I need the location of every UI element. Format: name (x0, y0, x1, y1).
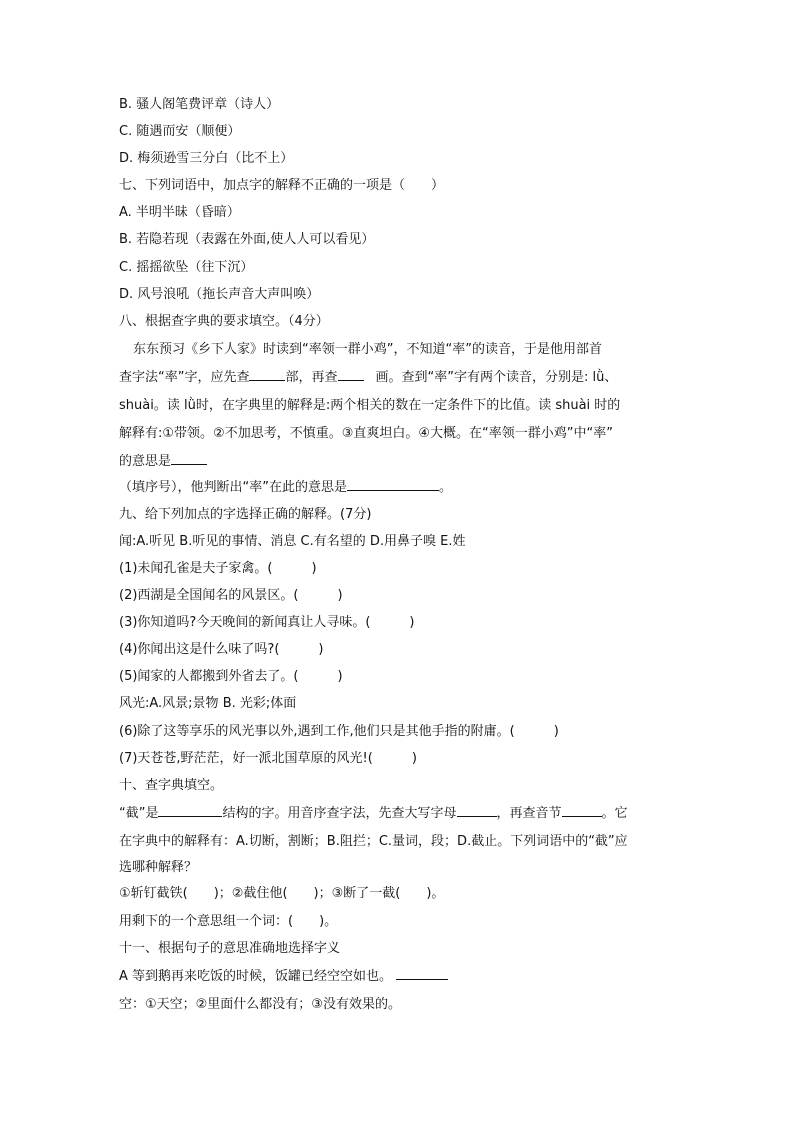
q11-answer-blank[interactable] (396, 967, 448, 980)
syllable-blank[interactable] (562, 804, 602, 817)
q10-title: 十、查字典填空。 (119, 778, 224, 793)
q8-title: 八、根据查字典的要求填空。（4分） (119, 314, 329, 329)
q8-paragraph-line1: 东东预习《乡下人家》时读到“率领一群小鸡”，不知道“率”的读音，于是他用部首 (133, 342, 602, 357)
q8-paragraph-line6 (119, 478, 684, 498)
q9-wen-definitions: 闻:A.听见 B.听见的事情、消息 C.有名望的 D.用鼻子嗅 E.姓 (119, 534, 466, 549)
q8-text: 的意思是 (119, 454, 172, 469)
q10-line1 (119, 804, 684, 824)
initial-letter-blank[interactable] (457, 804, 497, 817)
q10-text: ，再查音节 (496, 806, 562, 821)
q9-item-5[interactable]: (5)闻家的人都搬到外省去了。( ) (119, 669, 343, 684)
q7-option-a: A. 半明半昧（昏暗） (119, 205, 240, 220)
q8-text: （填序号），他判断出“率”在此的意思是 (119, 480, 347, 495)
meaning-text-blank[interactable] (347, 478, 439, 491)
q10-text: 。它 (601, 806, 628, 821)
q10-text: “截”是 (119, 806, 159, 821)
q8-text: 查字法“率”字，应先查 (119, 370, 250, 385)
q8-text: 部，再查 (285, 370, 338, 385)
q9-item-6[interactable]: (6)除了这等享乐的风光事以外,遇到工作,他们只是其他手指的附庸。( ) (119, 724, 559, 739)
q6-option-c: C. 随遇而安（顺便） (119, 124, 241, 139)
q7-option-c: C. 摇摇欲坠（往下沉） (119, 260, 254, 275)
structure-blank[interactable] (158, 804, 222, 817)
q11-title: 十一、根据句子的意思准确地选择字义 (119, 941, 341, 956)
q9-item-2[interactable]: (2)西湖是全国闻名的风景区。( ) (119, 588, 343, 603)
q10-line4[interactable]: ①斩钉截铁( )；②截住他( )；③断了一截( )。 (119, 886, 445, 901)
q9-item-1[interactable]: (1)未闻孔雀是夫子家禽。( ) (119, 561, 317, 576)
radical-blank[interactable] (249, 368, 285, 381)
q8-paragraph-line2 (119, 368, 684, 388)
q9-item-4[interactable]: (4)你闻出这是什么味了吗?( ) (119, 642, 324, 657)
q8-text: 。 (438, 480, 452, 495)
q7-title: 七、下列词语中，加点字的解释不正确的一项是（ ） (119, 178, 445, 193)
q7-option-d: D. 风号浪吼（拖长声音大声叫唤） (119, 287, 320, 302)
q8-paragraph-line4: 解释有:①带领。②不加思考，不慎重。③直爽坦白。④大概。在“率领一群小鸡”中“率” (119, 426, 613, 441)
stroke-count-blank[interactable] (338, 368, 364, 381)
q7-option-b: B. 若隐若现（表露在外面,使人人可以看见） (119, 232, 375, 247)
q9-item-3[interactable]: (3)你知道吗?今天晚间的新闻真让人寻味。( ) (119, 615, 415, 630)
q10-text: 结构的字。用音序查字法，先查大写字母 (222, 806, 457, 821)
meaning-number-blank[interactable] (171, 452, 207, 465)
q10-line2: 在字典中的解释有：A.切断，割断；B.阻拦；C.量词，段；D.截止。下列词语中的“截”应 (119, 834, 628, 849)
q8-text: 画。查到“率”字有两个读音，分别是: lǜ、 (375, 370, 618, 385)
q6-option-d: D. 梅须逊雪三分白（比不上） (119, 151, 294, 166)
q11-text: A 等到鹅再来吃饭的时候，饭罐已经空空如也。 (119, 969, 393, 984)
q8-paragraph-line3: shuài。读 lǜ时，在字典里的解释是:两个相关的数在一定条件下的比值。读 shuài 时的 (119, 398, 621, 413)
q9-title: 九、给下列加点的字选择正确的解释。(7分) (119, 507, 372, 522)
q11-sentence-a (119, 967, 684, 987)
q9-item-7[interactable]: (7)天苍苍,野茫茫，好一派北国草原的风光!( ) (119, 751, 417, 766)
q6-option-b: B. 骚人阁笔费评章（诗人） (119, 97, 280, 112)
q11-kong-definitions: 空：①天空；②里面什么都没有；③没有效果的。 (119, 997, 401, 1012)
q9-fengguang-definitions: 风光:A.风景;景物 B. 光彩;体面 (119, 696, 297, 711)
q10-line5[interactable]: 用剩下的一个意思组一个词：( )。 (119, 914, 338, 929)
q8-paragraph-line5 (119, 452, 684, 472)
q10-line3: 选哪种解释？ (119, 860, 198, 875)
